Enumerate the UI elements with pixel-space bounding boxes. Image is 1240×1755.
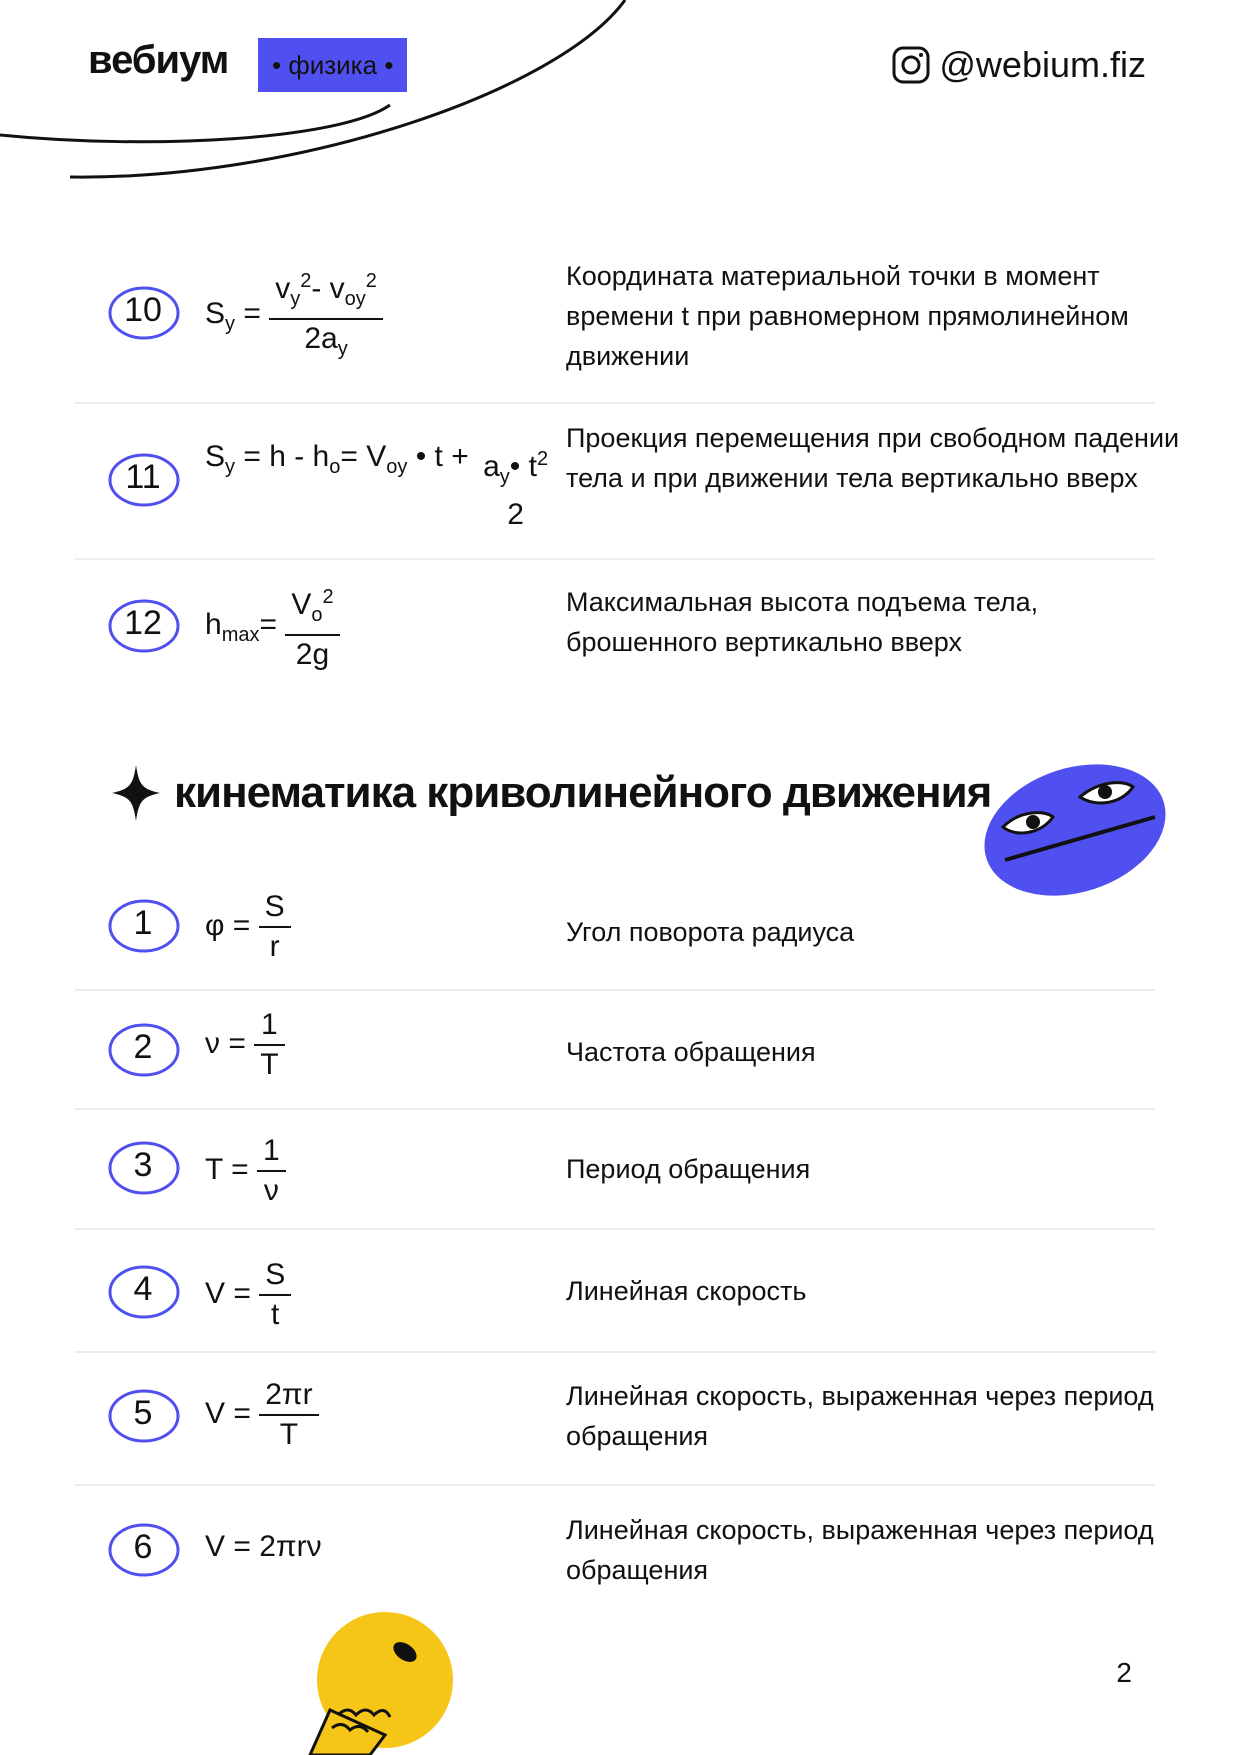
formula-rotation-angle: φ = $\frac{S}{r}$ (205, 888, 291, 966)
formula-description: Координата материальной точки в момент времени t при равномерном прямолинейном движении (566, 261, 1129, 371)
divider (75, 1108, 1155, 1110)
formula-frequency: ν = $\frac{1}{T}$ (205, 1006, 285, 1084)
formula-linear-speed-period: V = $\frac{2\pi r}{T}$ (205, 1376, 319, 1454)
formula-max-height: $h_{max}=$ $\frac{V_o^2}{2g}$ (205, 578, 340, 674)
sparkle-icon (112, 765, 160, 821)
divider (75, 402, 1155, 404)
formula-description: Максимальная высота подъема тела, брошенного вертикально вверх (566, 587, 1039, 657)
instagram-icon (891, 45, 931, 85)
divider (75, 1351, 1155, 1353)
formula-number: 6 (106, 1520, 180, 1576)
section-title: кинематика криволинейного движения (112, 765, 991, 821)
formula-number: 5 (106, 1386, 180, 1442)
lightbulb-mascot-icon (290, 1610, 470, 1755)
formula-number: 1 (106, 896, 180, 952)
formula-description: Линейная скорость, выраженная через период обращения (566, 1515, 1154, 1585)
formula-description: Линейная скорость (566, 1276, 807, 1306)
divider (75, 558, 1155, 560)
formula-description: Частота обращения (566, 1037, 816, 1067)
formula-linear-speed: V = $\frac{S}{t}$ (205, 1256, 291, 1334)
formula-description: Угол поворота радиуса (566, 917, 855, 947)
formula-number: 12 (106, 596, 180, 652)
instagram-handle: @webium.fiz (939, 44, 1146, 85)
formula-free-fall: $S_y = h - h_o= V_{oy}$ • t + $a_y•$ $t^2$ 2 (205, 440, 549, 531)
formula-number: 4 (106, 1262, 180, 1318)
subject-badge: • физика • (258, 38, 407, 92)
page-number: 2 (1116, 1657, 1132, 1688)
decorative-curves (0, 0, 640, 190)
formula-number: 10 (106, 283, 180, 339)
instagram-link[interactable] (891, 44, 1146, 86)
formula-number: 2 (106, 1020, 180, 1076)
brand-logo: вебиум (88, 38, 229, 82)
mascot-blue-face (975, 755, 1175, 905)
formula-displacement-uniform: $S_y$ = $\frac{v_y^2- v_{oy}^2}{2a_y}$ (205, 262, 383, 368)
formula-description: Проекция перемещения при свободном падении тела и при движении тела вертикально вверх (566, 423, 1180, 493)
divider (75, 1484, 1155, 1486)
formula-description: Период обращения (566, 1154, 811, 1184)
formula-period: T = $\frac{1}{\nu}$ (205, 1132, 286, 1210)
divider (75, 989, 1155, 991)
divider (75, 1228, 1155, 1230)
formula-description: Линейная скорость, выраженная через период обращения (566, 1381, 1154, 1451)
formula-linear-speed-frequency: V = 2πrν (205, 1530, 322, 1563)
formula-number: 3 (106, 1138, 180, 1194)
formula-number: 11 (106, 450, 180, 506)
